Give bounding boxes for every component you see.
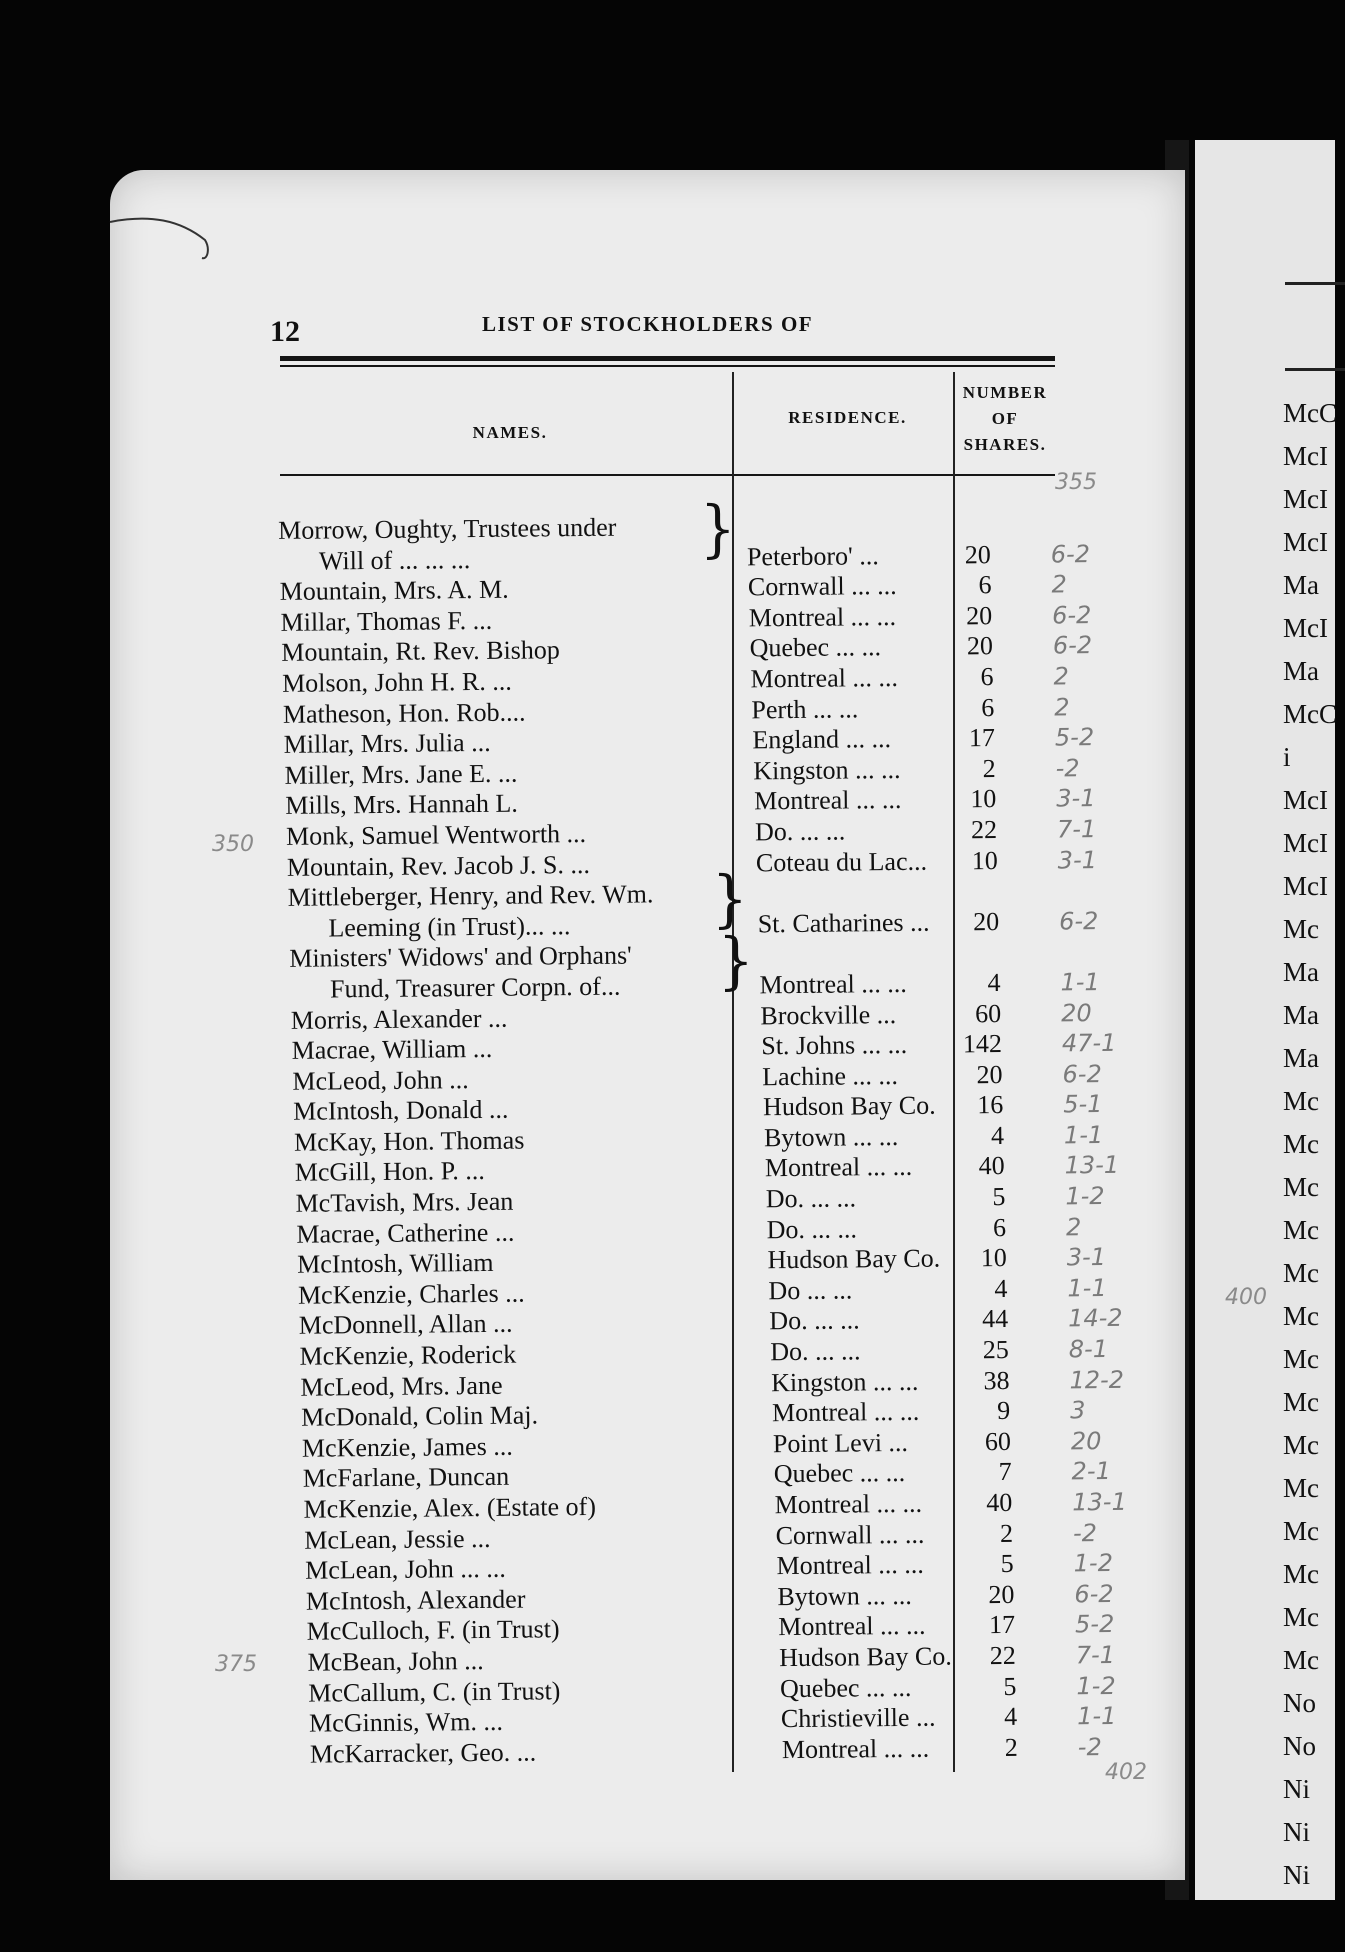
- facing-page-fragment: No: [1283, 1688, 1316, 1718]
- share-count: 25: [982, 1334, 1009, 1365]
- pencil-note: 3-1: [1066, 1243, 1107, 1272]
- share-count: 6: [980, 662, 994, 692]
- share-count: 20: [966, 600, 993, 631]
- pencil-note: 1-2: [1073, 1549, 1114, 1578]
- stockholder-name: McKay, Hon. Thomas: [293, 1125, 525, 1157]
- stockholder-name: Ministers' Widows' and Orphans': [289, 940, 632, 974]
- stockholder-name: McIntosh, Alexander: [305, 1584, 526, 1616]
- facing-page-fragment: McI: [1283, 613, 1328, 643]
- header-rule-bottom: [280, 474, 1055, 476]
- share-count: 22: [970, 814, 998, 845]
- stockholder-name: McCallum, C. (in Trust): [308, 1675, 561, 1708]
- share-count: 17: [968, 723, 996, 753]
- share-count: 10: [970, 784, 997, 814]
- header-rule-top-thin: [280, 365, 1055, 367]
- stockholder-name: McDonald, Colin Maj.: [301, 1400, 539, 1432]
- share-count: 2: [982, 753, 996, 783]
- facing-page-fragment: McC: [1283, 398, 1337, 428]
- pencil-note: 7-1: [1056, 815, 1097, 844]
- pencil-note: 20: [1061, 998, 1092, 1027]
- stockholder-name: McLeod, Mrs. Jane: [300, 1370, 503, 1402]
- residence: Perth ... ...: [751, 693, 859, 724]
- residence: Montreal ... ...: [776, 1549, 924, 1581]
- facing-page-fragment: Ma: [1283, 656, 1319, 686]
- residence: Lachine ... ...: [762, 1060, 899, 1091]
- share-count: 5: [1003, 1671, 1017, 1701]
- facing-page-fragment: Mc: [1283, 1516, 1319, 1546]
- stockholder-name: Millar, Thomas F. ...: [280, 605, 493, 637]
- facing-page-fragment: Ma: [1283, 957, 1319, 987]
- residence: Kingston ... ...: [770, 1366, 919, 1397]
- facing-page-fragment: McC: [1283, 699, 1337, 729]
- margin-note-375: 375: [215, 1652, 257, 1677]
- residence: Do. ... ...: [765, 1183, 857, 1214]
- residence-header: RESIDENCE.: [788, 408, 907, 427]
- brace: }: [712, 863, 748, 936]
- stockholder-name: McGill, Hon. P. ...: [294, 1156, 485, 1188]
- residence: Hudson Bay Co.: [762, 1090, 936, 1122]
- facing-page-rule: [1285, 368, 1345, 371]
- pencil-note: 2: [1065, 1212, 1082, 1242]
- shares-header-line: OF: [991, 409, 1019, 428]
- share-count: 4: [990, 1120, 1005, 1150]
- facing-page-fragment: Mc: [1283, 1344, 1319, 1374]
- residence: Do. ... ...: [770, 1336, 861, 1367]
- share-count: 4: [1004, 1702, 1018, 1732]
- share-count: 2: [1004, 1732, 1018, 1762]
- brace: }: [700, 493, 736, 566]
- running-head: LIST OF STOCKHOLDERS OF: [482, 312, 814, 336]
- residence: Coteau du Lac...: [755, 846, 928, 877]
- residence: Cornwall ... ...: [775, 1519, 925, 1550]
- stockholder-name: McIntosh, William: [297, 1248, 494, 1280]
- residence: Montreal ... ...: [774, 1488, 923, 1520]
- share-count: [930, 509, 990, 510]
- share-count: 20: [964, 539, 991, 569]
- pencil-note: 1-1: [1077, 1702, 1117, 1731]
- residence: Quebec ... ...: [749, 632, 882, 663]
- facing-page-fragment: Mc: [1283, 1086, 1319, 1116]
- pencil-mark: [110, 210, 230, 270]
- pencil-note: -2: [1055, 753, 1080, 783]
- share-count: 22: [989, 1640, 1016, 1671]
- residence: St. Catharines ...: [757, 907, 930, 939]
- shares-header-line: SHARES.: [963, 435, 1047, 454]
- pencil-note: 13-1: [1064, 1151, 1120, 1180]
- shares-header-line: NUMBER: [962, 383, 1048, 402]
- margin-note-350: 350: [212, 832, 254, 857]
- share-count: 20: [988, 1579, 1015, 1609]
- pencil-note: 1-2: [1076, 1671, 1116, 1700]
- share-count: 44: [982, 1304, 1009, 1334]
- facing-page-fragment: Ni: [1283, 1817, 1310, 1847]
- pencil-note: 1-1: [1063, 1120, 1104, 1150]
- share-count: 9: [997, 1396, 1011, 1426]
- facing-page-fragment: McI: [1283, 871, 1328, 901]
- residence: Montreal ... ...: [781, 1733, 930, 1764]
- residence: Christieville ...: [780, 1702, 936, 1734]
- residence: England ... ...: [752, 724, 892, 755]
- residence: Montreal ... ...: [759, 968, 907, 1000]
- residence: Montreal ... ...: [754, 785, 902, 816]
- share-count: [940, 937, 1000, 938]
- facing-page-fragment: Mc: [1283, 1559, 1319, 1589]
- stockholder-list: [270, 508, 1127, 1770]
- page-number: 12: [270, 315, 300, 348]
- pencil-note: 47-1: [1061, 1028, 1117, 1058]
- facing-page-fragment: Mc: [1283, 1473, 1319, 1503]
- residence: Do. ... ...: [766, 1214, 858, 1244]
- residence: Do. ... ...: [754, 816, 846, 847]
- shares-header: [955, 380, 1055, 458]
- pencil-note: 6-2: [1052, 600, 1092, 630]
- stockholder-name: McKenzie, James ...: [301, 1431, 513, 1463]
- facing-page-fragment: Mc: [1283, 1258, 1319, 1288]
- share-count: [938, 876, 998, 877]
- facing-page-fragment: Mc: [1283, 1602, 1319, 1632]
- stockholder-name: McGinnis, Wm. ...: [308, 1706, 504, 1738]
- stockholder-name: McIntosh, Donald ...: [293, 1095, 509, 1127]
- stockholder-name: McBean, John ...: [307, 1645, 484, 1677]
- pencil-note: 13-1: [1072, 1487, 1127, 1517]
- residence: Cornwall ... ...: [747, 571, 897, 602]
- pencil-note: 3-1: [1057, 845, 1098, 874]
- share-count: 6: [981, 692, 995, 722]
- pencil-note: -2: [1072, 1518, 1098, 1547]
- stockholder-name: McDonnell, Allan ...: [298, 1309, 513, 1341]
- share-count: 6: [992, 1212, 1007, 1242]
- stockholder-name: McKenzie, Alex. (Estate of): [303, 1491, 597, 1524]
- pencil-note: 1-2: [1065, 1182, 1105, 1211]
- share-count: 6: [978, 570, 992, 600]
- stockholder-name: Mittleberger, Henry, and Rev. Wm.: [287, 879, 654, 912]
- share-count: 10: [971, 845, 998, 875]
- facing-page-fragment: Mc: [1283, 1215, 1319, 1245]
- stockholder-name: McKenzie, Charles ...: [297, 1278, 525, 1310]
- share-count: 16: [977, 1090, 1004, 1120]
- stockholder-name: McKarracker, Geo. ...: [309, 1737, 537, 1769]
- residence: Brockville ...: [760, 999, 897, 1030]
- stockholder-name: Fund, Treasurer Corpn. of...: [329, 971, 621, 1004]
- pencil-note: 6-2: [1050, 539, 1091, 569]
- residence: Montreal ... ...: [778, 1611, 926, 1642]
- facing-page-fragment: Mc: [1283, 1387, 1319, 1417]
- stockholder-name: Macrae, William ...: [291, 1033, 493, 1065]
- pencil-note: 8-1: [1068, 1335, 1109, 1364]
- facing-page-fragment: Ma: [1283, 570, 1319, 600]
- facing-page-fragment: Ma: [1283, 1043, 1319, 1073]
- share-count: 20: [966, 631, 994, 661]
- pencil-note: 6-2: [1062, 1059, 1102, 1089]
- residence: Point Levi ...: [772, 1427, 909, 1459]
- stockholder-name: Mountain, Rt. Rev. Bishop: [281, 635, 561, 668]
- residence: Quebec ... ...: [773, 1458, 906, 1489]
- stockholder-name: Leeming (in Trust)... ...: [328, 910, 571, 943]
- stockholder-name: Matheson, Hon. Rob....: [282, 697, 526, 729]
- stockholder-name: McLean, Jessie ...: [304, 1523, 491, 1555]
- stockholder-name: McLeod, John ...: [292, 1064, 469, 1096]
- share-count: 5: [992, 1182, 1006, 1212]
- pencil-note: 5-1: [1063, 1090, 1103, 1119]
- share-count: 2: [999, 1518, 1014, 1548]
- facing-page-fragment: McI: [1283, 484, 1328, 514]
- residence: Montreal ... ...: [764, 1152, 913, 1183]
- stockholder-name: Morrow, Oughty, Trustees under: [277, 512, 617, 545]
- margin-note-400: 400: [1225, 1285, 1267, 1310]
- share-count: 4: [994, 1273, 1008, 1303]
- residence: Do ... ...: [768, 1275, 853, 1306]
- stockholder-name: Monk, Samuel Wentworth ...: [285, 818, 587, 851]
- pencil-note: 6-2: [1052, 631, 1093, 660]
- brace: }: [718, 925, 754, 998]
- share-count: 10: [980, 1243, 1007, 1273]
- facing-page-fragment: Ni: [1283, 1860, 1310, 1890]
- pencil-note: 20: [1070, 1426, 1102, 1456]
- residence: Hudson Bay Co.: [779, 1641, 952, 1673]
- facing-page-fragment: McI: [1283, 441, 1328, 471]
- pencil-note: 1-1: [1060, 967, 1100, 997]
- residence: Hudson Bay Co.: [767, 1243, 941, 1275]
- pencil-note: -2: [1077, 1732, 1102, 1762]
- residence: Montreal ... ...: [771, 1397, 920, 1428]
- pencil-total-top: 355: [1055, 470, 1097, 495]
- stockholder-name: Mountain, Mrs. A. M.: [279, 574, 509, 607]
- facing-page-fragment: Mc: [1283, 1129, 1319, 1159]
- stockholder-name: Macrae, Catherine ...: [296, 1217, 515, 1249]
- share-count: 40: [986, 1487, 1013, 1518]
- facing-page-fragment: McI: [1283, 785, 1328, 815]
- stockholder-name: McLean, John ... ...: [304, 1553, 507, 1585]
- residence: St. Johns ... ...: [761, 1030, 908, 1061]
- stockholder-name: Will of ... ... ...: [318, 544, 471, 576]
- pencil-total-bottom: 402: [1105, 1760, 1147, 1785]
- pencil-note: 5-2: [1074, 1610, 1115, 1639]
- stockholder-name: Millar, Mrs. Julia ...: [283, 728, 491, 760]
- stockholder-name: Morris, Alexander ...: [290, 1003, 508, 1035]
- stockholder-name: McCulloch, F. (in Trust): [306, 1614, 560, 1647]
- facing-page-fragment: Ni: [1283, 1774, 1310, 1804]
- pencil-note: 3: [1070, 1396, 1086, 1425]
- residence: Montreal ... ...: [750, 662, 899, 694]
- facing-page: [1195, 140, 1335, 1900]
- share-count: 38: [983, 1365, 1010, 1395]
- pencil-note: 1-1: [1067, 1273, 1107, 1303]
- residence: Peterboro' ...: [746, 540, 879, 572]
- stockholder-name: Mountain, Rev. Jacob J. S. ...: [286, 849, 591, 882]
- share-count: 142: [962, 1029, 1003, 1059]
- pencil-note: 6-2: [1058, 906, 1099, 936]
- share-count: 40: [978, 1151, 1005, 1181]
- facing-page-fragment: Mc: [1283, 1301, 1319, 1331]
- residence: Montreal ... ...: [748, 601, 897, 633]
- residence: Bytown ... ...: [777, 1580, 912, 1611]
- facing-page-fragment: No: [1283, 1731, 1316, 1761]
- share-count: 5: [1000, 1549, 1014, 1579]
- share-count: 60: [975, 998, 1002, 1028]
- pencil-note: 2: [1053, 662, 1069, 691]
- pencil-note: 7-1: [1075, 1640, 1116, 1670]
- facing-page-rule: [1285, 282, 1345, 285]
- pencil-note: 14-2: [1067, 1304, 1123, 1333]
- facing-page-fragment: Mc: [1283, 914, 1319, 944]
- facing-page-fragment: i: [1283, 742, 1291, 772]
- facing-page-fragment: McI: [1283, 828, 1328, 858]
- stockholder-name: McTavish, Mrs. Jean: [295, 1186, 514, 1218]
- pencil-note: 5-2: [1054, 723, 1095, 752]
- stockholder-name: Molson, John H. R. ...: [281, 666, 512, 698]
- residence: Quebec ... ...: [779, 1672, 912, 1703]
- facing-page-fragment: Mc: [1283, 1430, 1319, 1460]
- pencil-note: 2: [1051, 570, 1067, 599]
- residence: Bytown ... ...: [763, 1121, 899, 1153]
- facing-page-fragment: Mc: [1283, 1645, 1319, 1675]
- share-count: 4: [987, 967, 1001, 998]
- stockholder-name: Miller, Mrs. Jane E. ...: [284, 758, 518, 790]
- header-rule-top: [280, 356, 1055, 361]
- share-count: 7: [998, 1457, 1012, 1487]
- pencil-note: 2: [1054, 692, 1070, 722]
- share-count: 20: [972, 906, 1000, 936]
- stockholder-name: McKenzie, Roderick: [299, 1339, 517, 1371]
- pencil-note: 6-2: [1074, 1579, 1114, 1609]
- stockholder-name: Mills, Mrs. Hannah L.: [285, 788, 518, 821]
- stockholder-name: McFarlane, Duncan: [302, 1462, 510, 1494]
- share-count: 20: [976, 1059, 1003, 1089]
- residence: Do. ... ...: [769, 1305, 860, 1336]
- share-count: 17: [988, 1610, 1016, 1640]
- names-header: NAMES.: [472, 423, 548, 442]
- facing-page-fragment: Mc: [1283, 1172, 1319, 1202]
- share-count: 60: [984, 1426, 1012, 1456]
- pencil-note: 3-1: [1056, 784, 1096, 813]
- facing-page-fragment: Ma: [1283, 1000, 1319, 1030]
- residence: Kingston ... ...: [753, 754, 901, 786]
- pencil-note: 2-1: [1071, 1457, 1111, 1486]
- pencil-note: 12-2: [1069, 1365, 1125, 1394]
- facing-page-fragment: McI: [1283, 527, 1328, 557]
